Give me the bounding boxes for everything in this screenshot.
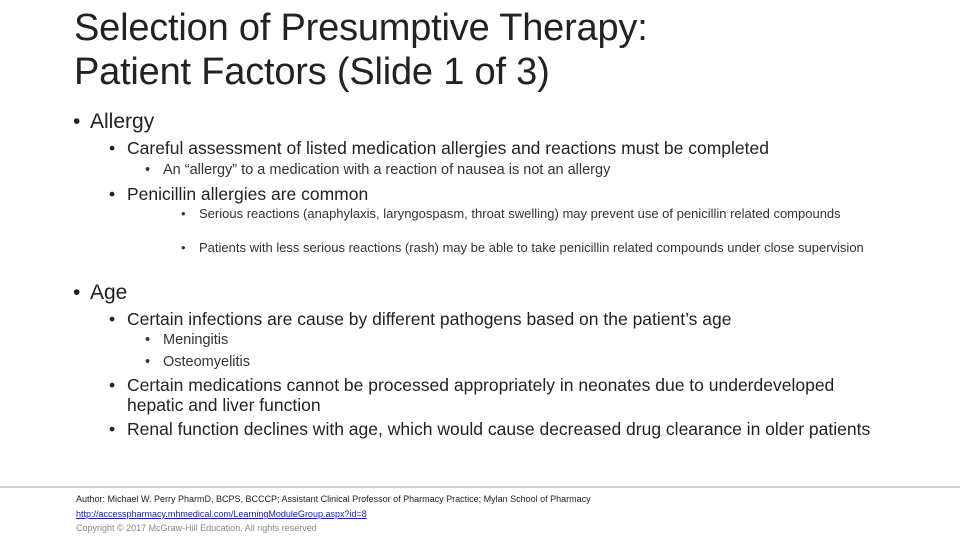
bullet-osteomyelitis <box>145 354 250 371</box>
footer-divider <box>0 486 960 488</box>
bullet-dot: • <box>109 375 116 395</box>
footer-source-link[interactable]: http://accesspharmacy.mhmedical.com/LearningModuleGroup.aspx?id=8 <box>76 509 367 519</box>
allergy-heading: Allergy <box>90 110 155 133</box>
bullet-renal-function <box>109 419 879 439</box>
serious-reactions-text: Serious reactions (anaphylaxis, laryngospasm, throat swelling) may prevent use of penicillin related compounds <box>199 206 841 221</box>
bullet-penicillin <box>109 184 368 204</box>
bullet-dot: • <box>181 240 186 255</box>
bullet-pathogens-by-age <box>109 309 732 329</box>
renal-function-text: Renal function declines with age, which would cause decreased drug clearance in older patients <box>127 419 871 439</box>
bullet-meningitis <box>145 332 228 349</box>
neonates-text: Certain medications cannot be processed appropriately in neonates due to underdeveloped hepatic and liver function <box>127 375 835 415</box>
pathogens-by-age-text: Certain infections are cause by different pathogens based on the patient’s age <box>127 309 732 329</box>
bullet-nausea-note <box>145 162 610 179</box>
allergy-assessment-text: Careful assessment of listed medication allergies and reactions must be completed <box>127 138 769 158</box>
bullet-neonates <box>109 375 839 415</box>
bullet-dot: • <box>109 138 116 158</box>
bullet-dot: • <box>109 309 116 329</box>
bullet-dot: • <box>145 354 151 370</box>
title-line-1: Selection of Presumptive Therapy: <box>74 7 648 49</box>
bullet-dot: • <box>145 162 151 178</box>
bullet-dot: • <box>73 110 81 133</box>
penicillin-text: Penicillin allergies are common <box>127 184 369 204</box>
bullet-dot: • <box>73 281 81 304</box>
meningitis-text: Meningitis <box>163 332 229 348</box>
bullet-dot: • <box>109 184 116 204</box>
slide-title <box>74 6 648 94</box>
age-heading: Age <box>90 281 128 304</box>
less-serious-reactions-text: Patients with less serious reactions (rash) may be able to take penicillin related compounds under close supervision <box>199 240 864 255</box>
footer-copyright: Copyright © 2017 McGraw-Hill Education. All rights reserved <box>76 523 317 533</box>
bullet-serious-reactions <box>181 207 901 222</box>
bullet-less-serious-reactions <box>181 241 901 256</box>
bullet-allergy-assessment <box>109 138 769 158</box>
bullet-dot: • <box>181 206 186 221</box>
osteomyelitis-text: Osteomyelitis <box>163 354 251 370</box>
bullet-dot: • <box>109 419 116 439</box>
title-line-2: Patient Factors (Slide 1 of 3) <box>74 51 550 93</box>
bullet-age <box>73 280 127 306</box>
footer-author: Author: Michael W. Perry PharmD, BCPS, BCCCP; Assistant Clinical Professor of Pharmacy Practice; Mylan School of Pharmacy <box>76 494 591 504</box>
nausea-note-text: An “allergy” to a medication with a reaction of nausea is not an allergy <box>163 162 611 178</box>
bullet-allergy <box>73 109 154 135</box>
bullet-dot: • <box>145 332 151 348</box>
